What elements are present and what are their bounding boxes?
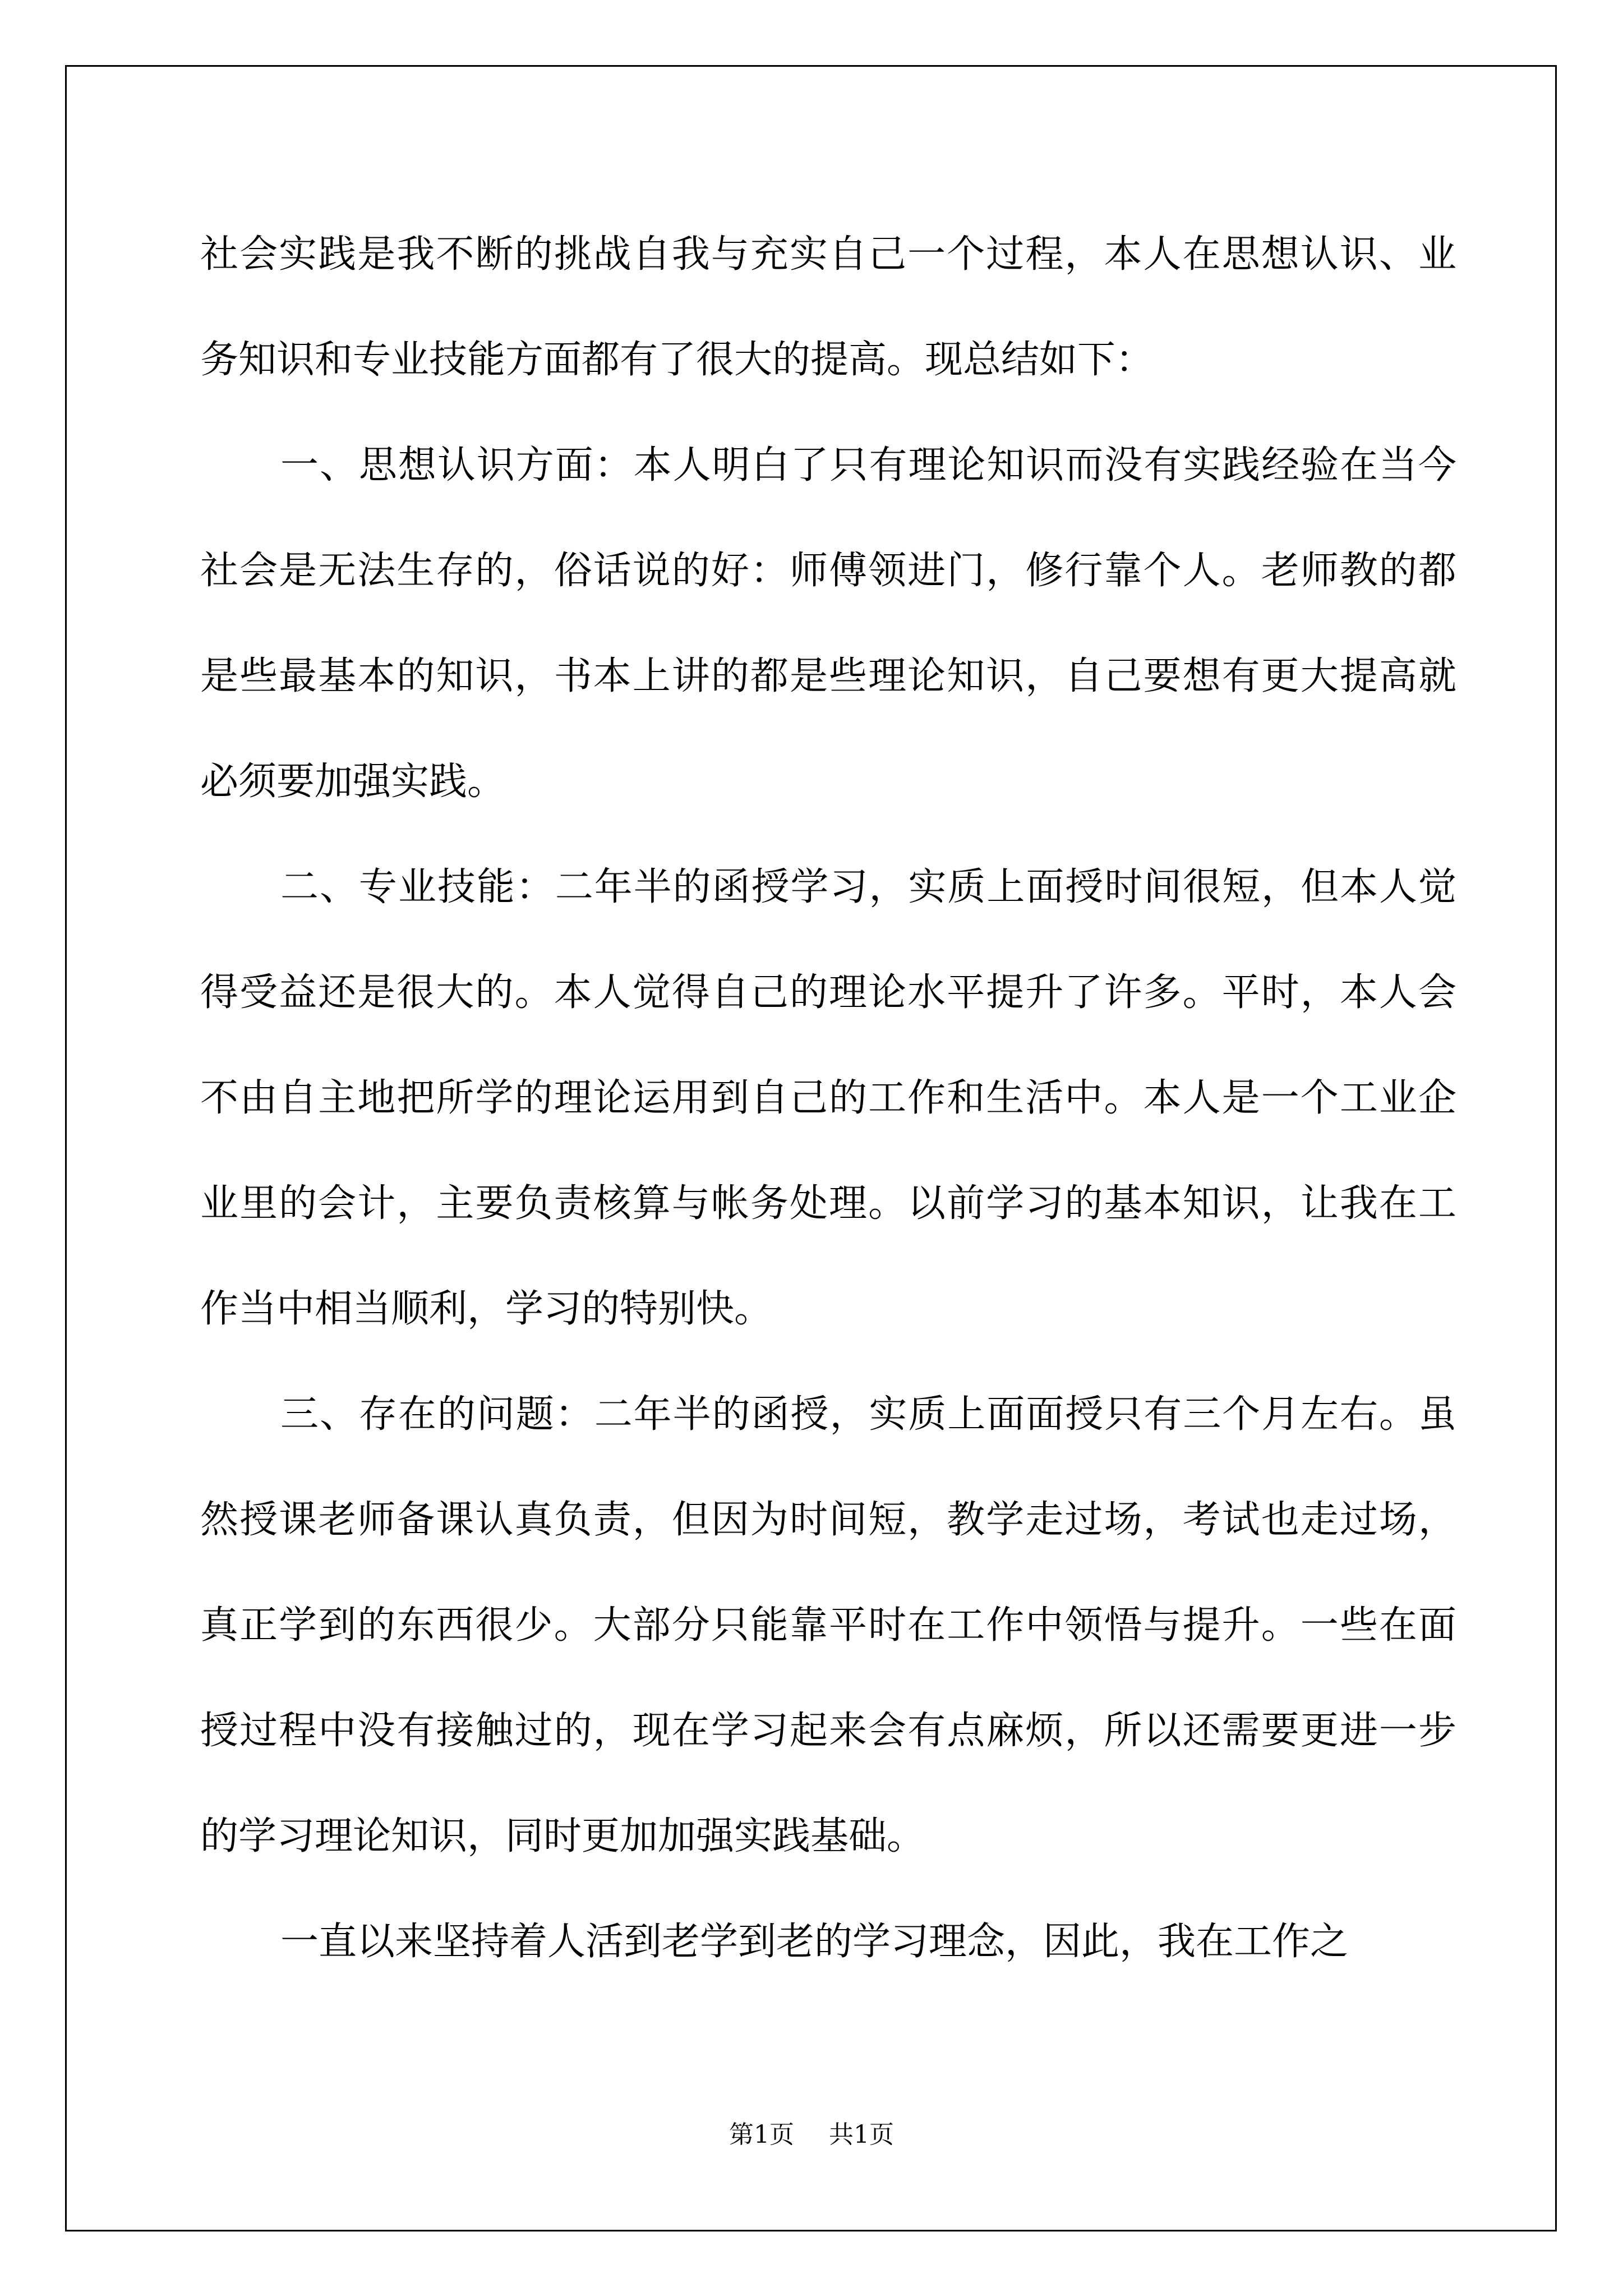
page-total: 共1页 (829, 2120, 894, 2149)
paragraph-intro: 社会实践是我不断的挑战自我与充实自己一个过程，本人在思想认识、业务知识和专业技能方面都有了很大的提高。现总结如下： (200, 232, 1456, 382)
paragraph-problems: 三、存在的问题：二年半的函授，实质上面面授只有三个月左右。虽然授课老师备课认真负责，但因为时间短，教学走过场，考试也走过场，真正学到的东西很少。大部分只能靠平时在工作中领悟与提升。一些在面授过程中没有接触过的，现在学习起来会有点麻烦，所以还需要更进一步的学习理论知识，同时更加加强实践基础。 (200, 1392, 1456, 1858)
page-number: 第1页 (729, 2120, 794, 2149)
document-body (200, 202, 1456, 1995)
page-footer (0, 2118, 1623, 2152)
paragraph-conclusion: 一直以来坚持着人活到老学到老的学习理念，因此，我在工作之 (280, 1920, 1349, 1964)
paragraph-thinking: 一、思想认识方面：本人明白了只有理论知识而没有实践经验在当今社会是无法生存的，俗话说的好：师傅领进门，修行靠个人。老师教的都是些最基本的知识，书本上讲的都是些理论知识，自己要想有更大提高就必须要加强实践。 (200, 443, 1456, 804)
paragraph-skills: 二、专业技能：二年半的函授学习，实质上面授时间很短，但本人觉得受益还是很大的。本人觉得自己的理论水平提升了许多。平时，本人会不由自主地把所学的理论运用到自己的工作和生活中。本人是一个工业企业里的会计，主要负责核算与帐务处理。以前学习的基本知识，让我在工作当中相当顺利，学习的特别快。 (200, 865, 1456, 1331)
